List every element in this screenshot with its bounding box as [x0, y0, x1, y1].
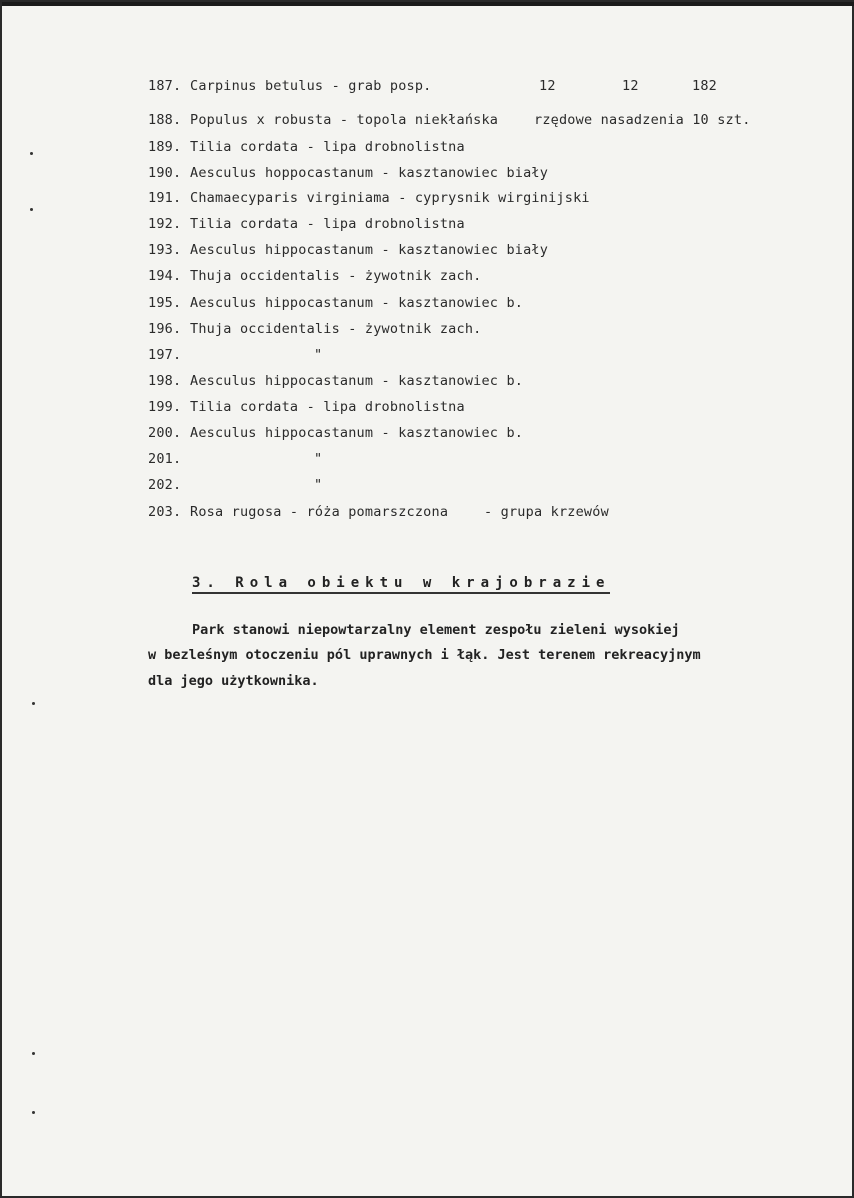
entry-number: 194. [148, 268, 182, 284]
entry-number: 189. [148, 139, 182, 155]
list-item [148, 347, 323, 363]
entry-number: 201. [148, 451, 182, 467]
entry-text: Aesculus hoppocastanum - kasztanowiec biały [190, 165, 549, 181]
list-item [148, 477, 323, 493]
binder-hole-mark [32, 702, 35, 705]
entry-text: Chamaecyparis virginiama - cyprysnik wirginijski [190, 190, 590, 206]
entry-count: 182 [692, 78, 717, 94]
list-item [148, 268, 481, 284]
entry-text: Tilia cordata - lipa drobnolistna [190, 399, 465, 415]
entry-text: Tilia cordata - lipa drobnolistna [190, 216, 465, 232]
entry-text: Thuja occidentalis - żywotnik zach. [190, 268, 482, 284]
section-heading: 3. Rola obiektu w krajobrazie [192, 575, 610, 594]
entry-number: 195. [148, 295, 182, 311]
list-item [148, 139, 465, 155]
entry-text: Thuja occidentalis - żywotnik zach. [190, 321, 482, 337]
ditto-mark: " [314, 477, 323, 493]
list-item [148, 295, 523, 311]
entry-text: Tilia cordata - lipa drobnolistna [190, 139, 465, 155]
entry-number: 187. [148, 78, 182, 94]
list-item [148, 165, 548, 181]
entry-text: Aesculus hippocastanum - kasztanowiec b. [190, 425, 524, 441]
entry-number: 199. [148, 399, 182, 415]
entry-text: Carpinus betulus - grab posp. [190, 78, 432, 94]
binder-hole-mark [32, 1052, 35, 1055]
entry-number: 200. [148, 425, 182, 441]
entry-note: rzędowe nasadzenia 10 szt. [534, 112, 751, 128]
list-item [148, 112, 751, 128]
entry-note: - grupa krzewów [484, 504, 609, 520]
entry-number: 203. [148, 504, 182, 520]
paragraph-line: w bezleśnym otoczeniu pól uprawnych i łąk. Jest terenem rekreacyjnym [148, 647, 701, 663]
list-item [148, 190, 590, 206]
entry-text: Aesculus hippocastanum - kasztanowiec b. [190, 373, 524, 389]
binder-hole-mark [32, 1111, 35, 1114]
list-item [148, 321, 481, 337]
list-item [148, 504, 609, 520]
entry-text: Aesculus hippocastanum - kasztanowiec b. [190, 295, 524, 311]
entry-text: Rosa rugosa - róża pomarszczona [190, 504, 449, 520]
entry-number: 197. [148, 347, 182, 363]
entry-number: 191. [148, 190, 182, 206]
ditto-mark: " [314, 451, 323, 467]
entry-number: 193. [148, 242, 182, 258]
list-item [148, 451, 323, 467]
entry-count: 12 [622, 78, 639, 94]
binder-hole-mark [30, 152, 33, 155]
entry-number: 202. [148, 477, 182, 493]
entry-text: Populus x robusta - topola niekłańska [190, 112, 499, 128]
entry-number: 192. [148, 216, 182, 232]
entry-number: 190. [148, 165, 182, 181]
scan-border [2, 2, 854, 6]
list-item [148, 242, 548, 258]
entry-number: 188. [148, 112, 182, 128]
document-page [2, 2, 852, 1196]
list-item [148, 373, 523, 389]
list-item [148, 399, 465, 415]
list-item [148, 216, 465, 232]
paragraph-line: Park stanowi niepowtarzalny element zespołu zieleni wysokiej [192, 622, 680, 638]
list-item [148, 425, 523, 441]
entry-text: Aesculus hippocastanum - kasztanowiec biały [190, 242, 549, 258]
entry-count: 12 [539, 78, 556, 94]
entry-number: 198. [148, 373, 182, 389]
ditto-mark: " [314, 347, 323, 363]
paragraph-line: dla jego użytkownika. [148, 673, 319, 689]
list-item [148, 78, 717, 94]
entry-number: 196. [148, 321, 182, 337]
binder-hole-mark [30, 208, 33, 211]
